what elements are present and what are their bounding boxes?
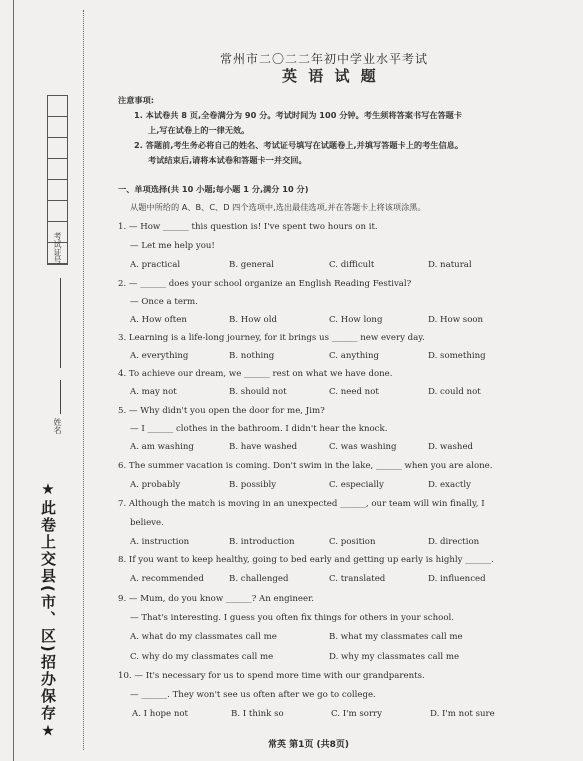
question-text: 4. To achieve our dream, we ______ rest on what we have done. bbox=[118, 369, 393, 379]
option-c: C. translated bbox=[329, 574, 386, 584]
exam-number-label: 考试证号 bbox=[53, 232, 62, 264]
note-line: 上,写在试卷上的一律无效。 bbox=[148, 125, 250, 135]
option-c: C. especially bbox=[329, 480, 384, 490]
option-c: C. why do my classmates call me bbox=[130, 652, 274, 662]
question-text: 5. — Why didn't you open the door for me, Jim? bbox=[118, 406, 325, 416]
option-b: B. I think so bbox=[231, 709, 284, 719]
option-b: B. nothing bbox=[229, 351, 275, 361]
option-a: A. may not bbox=[130, 387, 177, 397]
option-d: D. something bbox=[428, 351, 486, 361]
question-text: — That's interesting. I guess you often fix things for others in your school. bbox=[130, 613, 454, 623]
option-d: D. natural bbox=[428, 260, 472, 270]
notes-heading: 注意事项: bbox=[118, 95, 155, 105]
question-text: 2. — ______ does your school organize an English Reading Festival? bbox=[118, 279, 412, 289]
option-b: B. challenged bbox=[229, 574, 289, 584]
option-a: A. everything bbox=[130, 351, 189, 361]
question-text: 6. The summer vacation is coming. Don't swim in the lake, ______ when you are alone. bbox=[118, 461, 493, 471]
name-label: 姓名 bbox=[53, 418, 62, 434]
archive-notice: ★此卷上交县(市、区)招办保存★ bbox=[39, 480, 57, 742]
question-text: 7. Although the match is moving in an unexpected ______, our team will win finally, I bbox=[118, 499, 485, 509]
option-a: A. I hope not bbox=[132, 709, 188, 719]
subject-title: 英 语 试 题 bbox=[282, 67, 379, 85]
option-d: D. exactly bbox=[428, 480, 471, 490]
question-text: 1. — How ______ this question is! I've spent two hours on it. bbox=[118, 222, 378, 232]
option-a: A. probably bbox=[130, 480, 181, 490]
option-d: D. could not bbox=[428, 387, 481, 397]
question-text: 9. — Mum, do you know ______? An engineer. bbox=[118, 594, 314, 604]
note-line: 1. 本试卷共 8 页,全卷满分为 90 分。考试时间为 100 分钟。考生须将答案书写在答题卡 bbox=[134, 110, 463, 120]
option-c: C. How long bbox=[329, 315, 383, 325]
question-text: 8. If you want to keep healthy, going to bed early and getting up early is highly ______. bbox=[118, 555, 494, 565]
page-edge-line bbox=[13, 0, 14, 761]
page-footer: 常英 第1页 (共8页) bbox=[268, 740, 350, 750]
exam-number-underline bbox=[60, 278, 61, 368]
option-b: B. have washed bbox=[229, 442, 298, 452]
option-b: B. should not bbox=[229, 387, 287, 397]
question-text: 3. Learning is a life-long journey, for it brings us ______ new every day. bbox=[118, 333, 425, 343]
option-c: C. need not bbox=[329, 387, 379, 397]
option-a: A. am washing bbox=[130, 442, 194, 452]
option-b: B. general bbox=[229, 260, 274, 270]
option-d: D. why my classmates call me bbox=[329, 652, 460, 662]
option-b: B. How old bbox=[229, 315, 277, 325]
note-line: 2. 答题前,考生务必将自己的姓名、考试证号填写在试题卷上,并填写答题卡上的考生信息。 bbox=[134, 140, 464, 150]
option-b: B. introduction bbox=[229, 537, 295, 547]
exam-title: 常州市二〇二二年初中学业水平考试 bbox=[220, 52, 429, 66]
option-a: A. what do my classmates call me bbox=[130, 632, 277, 642]
option-a: A. How often bbox=[130, 315, 187, 325]
option-c: C. position bbox=[329, 537, 376, 547]
option-d: D. I'm not sure bbox=[430, 709, 495, 719]
option-a: A. instruction bbox=[130, 537, 190, 547]
section-instruction: 从题中所给的 A、B、C、D 四个选项中,选出最佳选项,并在答题卡上将该项涂黑。 bbox=[130, 202, 426, 212]
section-title: 一、单项选择(共 10 小题;每小题 1 分,满分 10 分) bbox=[118, 184, 309, 194]
question-text: — I ______ clothes in the bathroom. I didn't hear the knock. bbox=[130, 424, 388, 434]
binding-dotted-line bbox=[83, 10, 84, 750]
option-c: C. was washing bbox=[329, 442, 397, 452]
option-d: D. washed bbox=[428, 442, 474, 452]
question-text: believe. bbox=[130, 518, 164, 528]
option-a: A. practical bbox=[130, 260, 181, 270]
option-d: D. How soon bbox=[428, 315, 484, 325]
option-c: C. anything bbox=[329, 351, 380, 361]
question-text: — Once a term. bbox=[130, 297, 198, 307]
question-text: — Let me help you! bbox=[130, 241, 215, 251]
option-b: B. what my classmates call me bbox=[329, 632, 463, 642]
option-a: A. recommended bbox=[130, 574, 204, 584]
name-underline bbox=[60, 380, 61, 414]
option-d: D. direction bbox=[428, 537, 480, 547]
question-text: 10. — It's necessary for us to spend more time with our grandparents. bbox=[118, 671, 425, 681]
option-c: C. difficult bbox=[329, 260, 375, 270]
note-line: 考试结束后,请将本试卷和答题卡一并交回。 bbox=[148, 155, 307, 165]
option-b: B. possibly bbox=[229, 480, 277, 490]
question-text: — ______. They won't see us often after we go to college. bbox=[130, 690, 376, 700]
option-d: D. influenced bbox=[428, 574, 486, 584]
option-c: C. I'm sorry bbox=[331, 709, 383, 719]
